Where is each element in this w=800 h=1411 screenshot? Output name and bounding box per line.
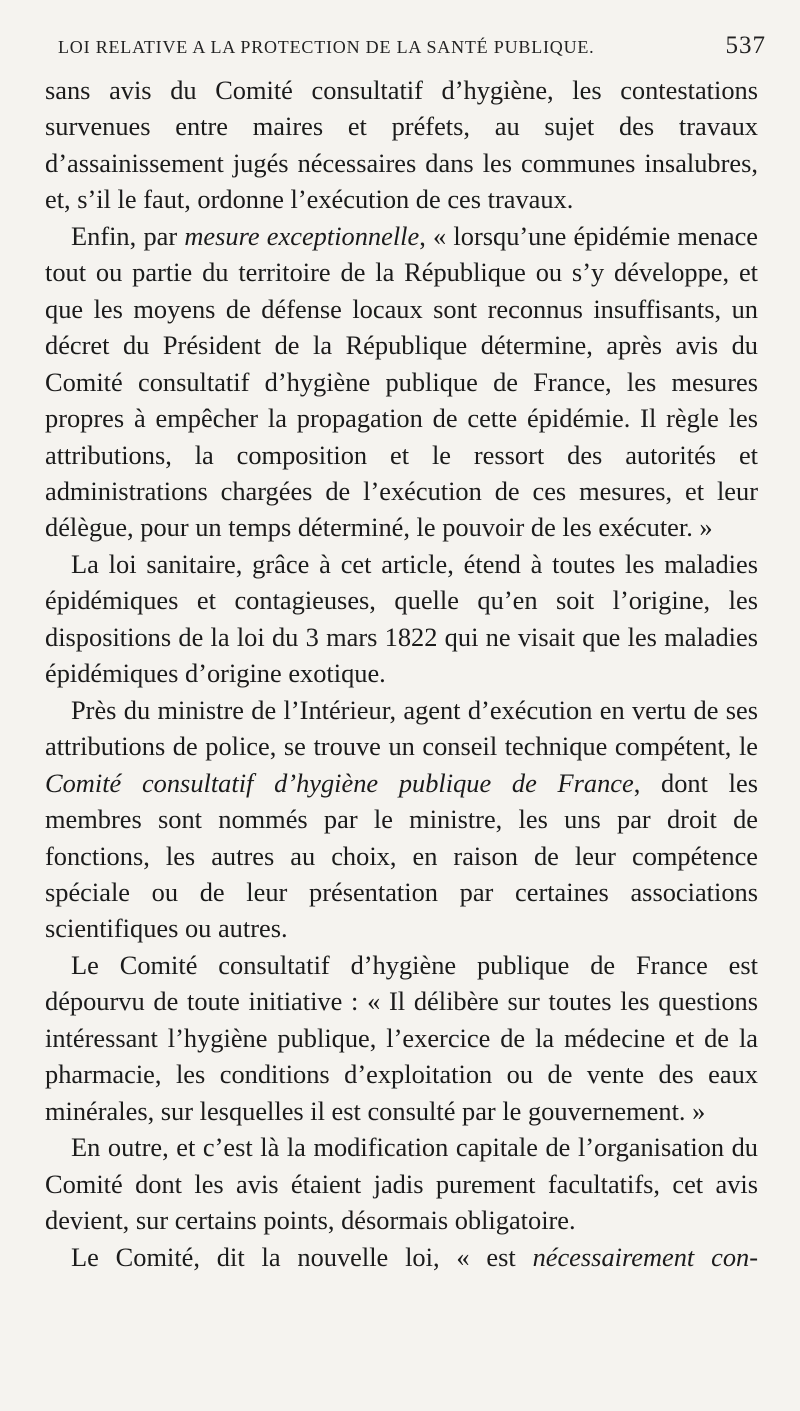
text-run: Le Comité, dit la nouvelle loi, « est	[71, 1241, 533, 1272]
italic-text: Comité consultatif d’hygiène publique de France	[45, 767, 634, 798]
paragraph	[45, 692, 758, 947]
text-run: sans avis du Comité consultatif d’hygiène, les contestations survenues entre maires et préfets, au sujet des travaux d’assainissement jugés nécessaires dans les communes insalubres, et, s’il le faut, ordonne l’exécution de ces travaux.	[45, 75, 758, 215]
italic-text: nécessairement con-	[532, 1241, 758, 1272]
running-header	[58, 32, 766, 68]
paragraph	[45, 72, 758, 218]
text-run: Le Comité consultatif d’hygiène publique de France est dépourvu de toute initiative : « Il délibère sur toutes les questions intéressant l’hygiène publique, l’exercice de la médecine et de la pharmacie, les conditions d’exploitation ou de vente des eaux minérales, sur lesquelles il est consulté par le gouvernement. »	[45, 949, 758, 1126]
text-run: En outre, et c’est là la modification capitale de l’organisation du Comité dont les avis étaient jadis purement facultatifs, cet avis devient, sur certains points, désormais obligatoire.	[45, 1132, 758, 1236]
text-run: Enfin, par	[71, 220, 185, 251]
text-run: La loi sanitaire, grâce à cet article, étend à toutes les maladies épidémiques et contagieuses, quelle qu’en soit l’origine, les dispositions de la loi du 3 mars 1822 qui ne visait que les maladies épidémiques d’origine exotique.	[45, 548, 758, 689]
paragraph	[45, 1129, 758, 1238]
running-title: LOI RELATIVE A LA PROTECTION DE LA SANTÉ PUBLIQUE.	[58, 37, 595, 57]
text-run: , dont les membres sont nommés par le ministre, les uns par droit de fonctions, les autres au choix, en raison de leur compétence spéciale ou de leur présentation par certaines associations scientifiques ou autres.	[45, 767, 758, 944]
page-number: 537	[725, 32, 766, 59]
body-text	[45, 72, 758, 1275]
paragraph	[45, 947, 758, 1129]
paragraph	[45, 546, 758, 692]
italic-text: mesure exceptionnelle	[184, 220, 420, 251]
paragraph	[45, 218, 758, 546]
text-run: Près du ministre de l’Intérieur, agent d’exécution en vertu de ses attributions de police, se trouve un conseil technique compétent, le	[45, 694, 758, 762]
paragraph	[45, 1239, 758, 1275]
text-run: , « lorsqu’une épidémie menace tout ou partie du territoire de la République ou s’y développe, et que les moyens de défense locaux sont reconnus insuffisants, un décret du Président de la République détermine, après avis du Comité consultatif d’hygiène publique de France, les mesures propres à empêcher la propagation de cette épidémie. Il règle les attributions, la composition et le ressort des autorités et administrations chargées de l’exécution de ces mesures, et leur délègue, pour un temps déterminé, le pouvoir de les exécuter. »	[45, 220, 759, 543]
